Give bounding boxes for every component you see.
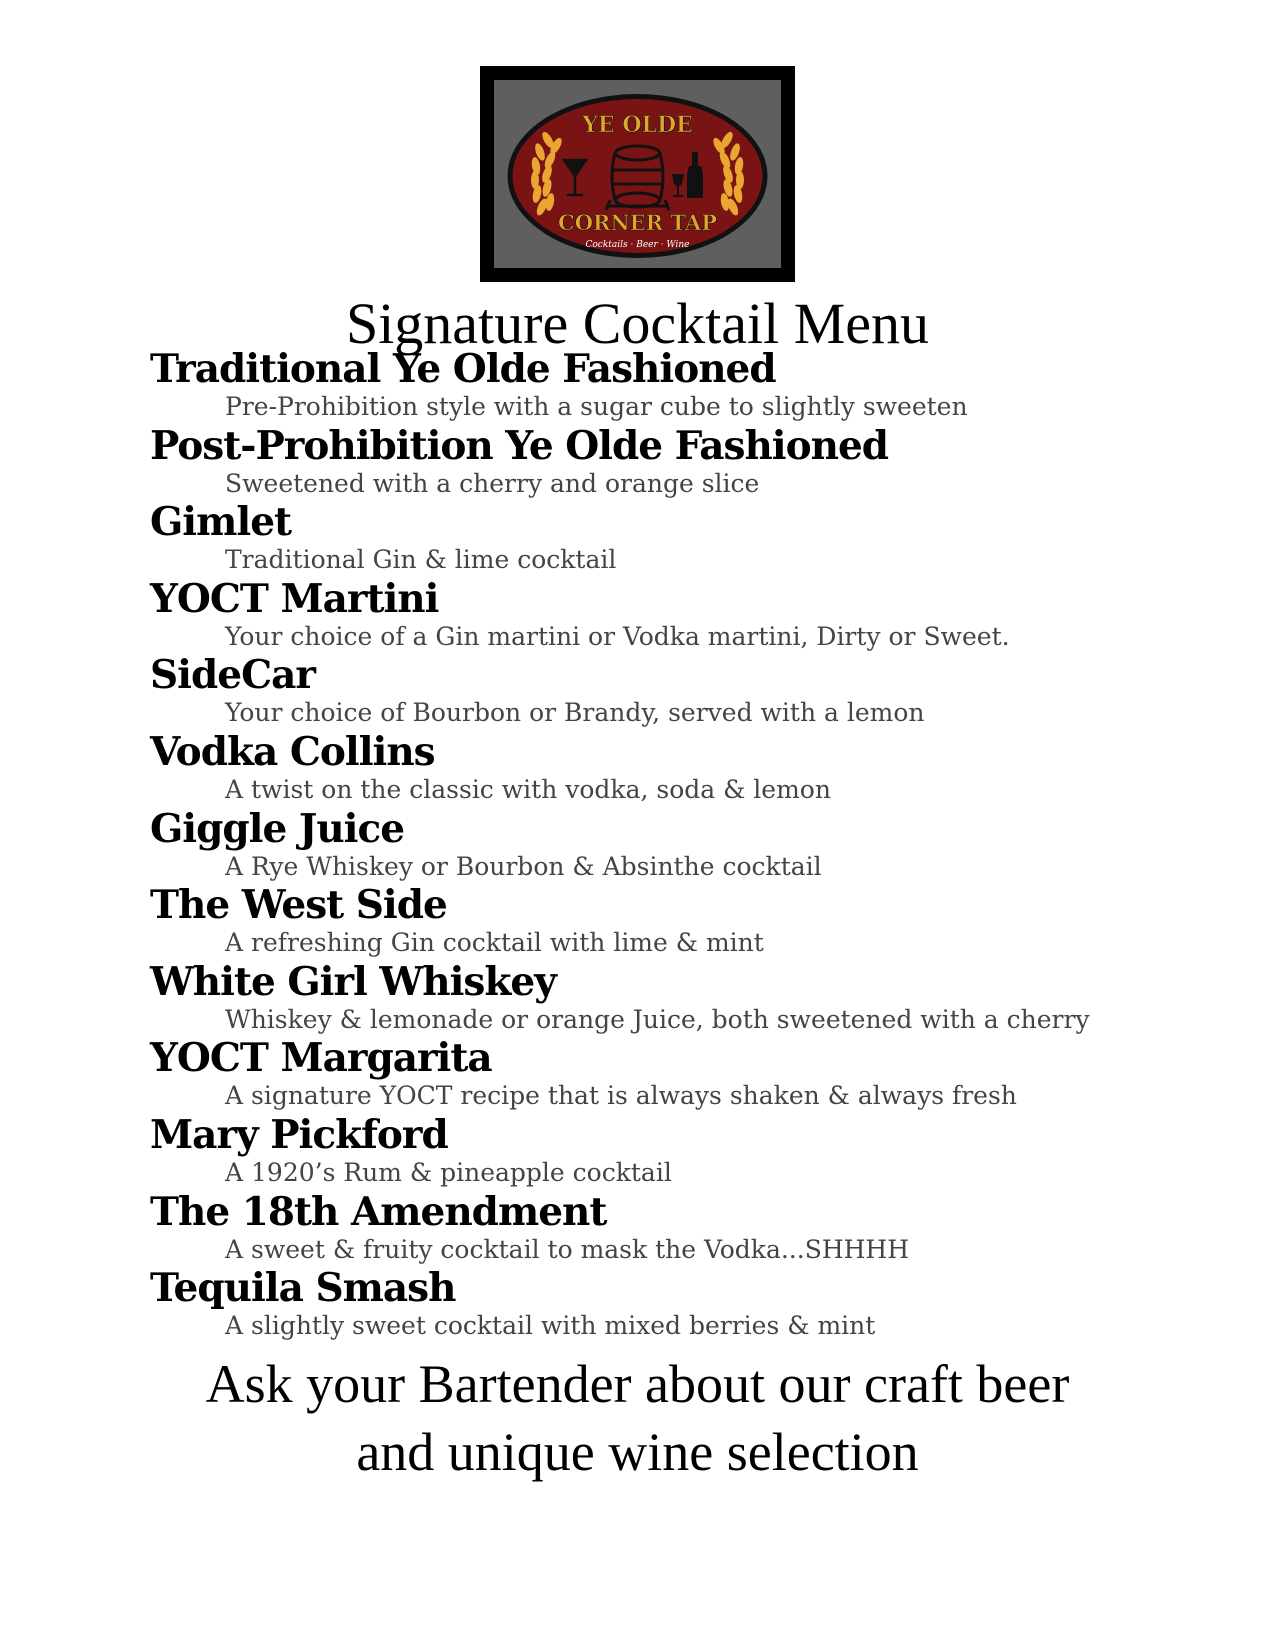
menu-item — [150, 652, 1250, 729]
footer-note — [0, 1350, 1275, 1486]
menu-item-description: Pre-Prohibition style with a sugar cube to slightly sweeten — [225, 392, 968, 421]
menu-item-description: A 1920’s Rum & pineapple cocktail — [225, 1157, 672, 1187]
footer-line-1: Ask your Bartender about our craft beer — [205, 1354, 1070, 1414]
logo-tagline: Cocktails · Beer · Wine — [585, 240, 690, 250]
menu-item-name: The West Side — [150, 882, 447, 929]
menu-item-name: The 18th Amendment — [150, 1188, 607, 1235]
menu-item-description: Your choice of a Gin martini or Vodka martini, Dirty or Sweet. — [225, 621, 1010, 651]
menu-item-name: Giggle Juice — [150, 805, 405, 852]
page-title: Signature Cocktail Menu — [345, 291, 930, 356]
menu-item — [150, 729, 1250, 806]
menu-item — [150, 499, 1250, 576]
menu-item-name: Vodka Collins — [150, 728, 435, 775]
menu-item-name: YOCT Margarita — [150, 1035, 492, 1082]
menu-item — [150, 806, 1250, 883]
menu-item-description: A Rye Whiskey or Bourbon & Absinthe cocktail — [225, 851, 822, 881]
menu-item-name: Gimlet — [150, 499, 292, 546]
menu-item-description: A refreshing Gin cocktail with lime & mint — [225, 928, 764, 958]
menu-item-name: SideCar — [150, 652, 315, 699]
menu-item — [150, 423, 1250, 500]
menu-item — [150, 576, 1250, 653]
menu-item — [150, 1265, 1250, 1342]
logo-bottom-text: CORNER TAP — [558, 210, 717, 235]
menu-item-description: Traditional Gin & lime cocktail — [225, 545, 617, 575]
menu-item-description: A twist on the classic with vodka, soda & lemon — [225, 774, 831, 804]
menu-item — [150, 1189, 1250, 1266]
menu-item-description: Your choice of Bourbon or Brandy, served with a lemon — [225, 698, 925, 728]
menu-item-name: YOCT Martini — [150, 575, 439, 622]
menu-item-description: Sweetened with a cherry and orange slice — [225, 468, 760, 498]
menu-item-name: White Girl Whiskey — [150, 958, 556, 1005]
menu-item-name: Post-Prohibition Ye Olde Fashioned — [150, 422, 889, 469]
menu-item — [150, 346, 1250, 423]
menu-item-description: A signature YOCT recipe that is always shaken & always fresh — [225, 1081, 1017, 1111]
logo — [480, 66, 795, 282]
menu-item — [150, 1112, 1250, 1189]
menu-item-name: Mary Pickford — [150, 1111, 448, 1158]
menu-item — [150, 1035, 1250, 1112]
menu-item — [150, 882, 1250, 959]
menu-item-name: Tequila Smash — [150, 1265, 456, 1312]
logo-artwork — [494, 80, 781, 268]
footer-line-2: and unique wine selection — [356, 1422, 919, 1482]
menu-item-description: A sweet & fruity cocktail to mask the Vodka...SHHHH — [225, 1234, 910, 1264]
menu-item-name: Traditional Ye Olde Fashioned — [150, 346, 776, 392]
menu-item-description: Whiskey & lemonade or orange Juice, both sweetened with a cherry — [225, 1004, 1090, 1034]
logo-top-text: YE OLDE — [582, 112, 693, 138]
menu-item-description: A slightly sweet cocktail with mixed berries & mint — [225, 1311, 876, 1341]
menu-item — [150, 959, 1250, 1036]
cocktail-list — [150, 346, 1250, 1342]
